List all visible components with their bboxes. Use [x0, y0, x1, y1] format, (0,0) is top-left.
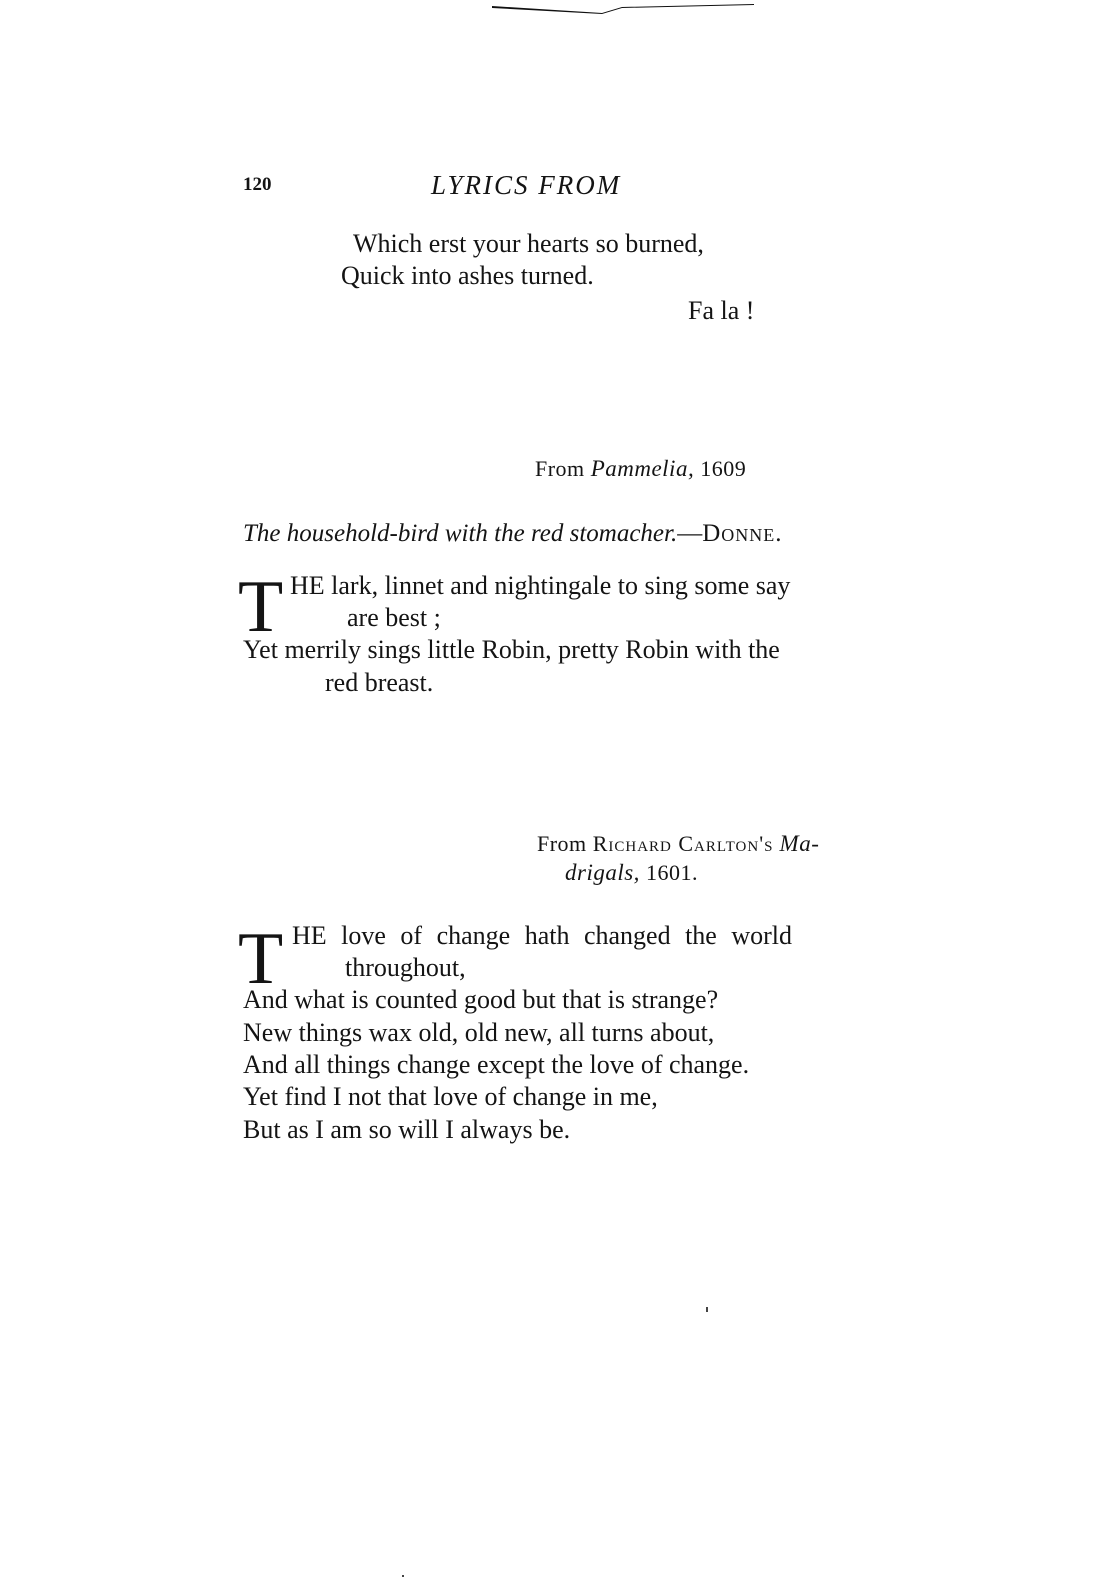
source-year: 1601.	[639, 860, 698, 885]
verse-line: And what is counted good but that is strange?	[243, 985, 719, 1014]
verse-line: red breast.	[325, 668, 434, 697]
verse-line: New things wax old, old new, all turns about,	[243, 1018, 715, 1047]
verse-line: Which erst your hearts so burned,	[353, 229, 704, 258]
scan-speck	[402, 1575, 404, 1577]
source-title-part: Ma-	[779, 831, 820, 856]
source-year: 1609	[694, 456, 747, 481]
epigraph-text: The household-bird with the red stomacher.	[243, 520, 678, 547]
source-prefix: From	[537, 831, 593, 856]
source-attribution-continued	[565, 860, 698, 886]
verse-line: But as I am so will I always be.	[243, 1115, 571, 1144]
page-number: 120	[243, 174, 272, 195]
verse-line: And all things change except the love of change.	[243, 1050, 750, 1079]
epigraph	[243, 520, 783, 548]
verse-line: HE love of change hath changed the world	[292, 921, 793, 950]
scan-edge-mark	[492, 0, 754, 14]
epigraph-dash: —	[677, 520, 703, 547]
verse-line: are best ;	[347, 603, 441, 632]
drop-cap: T	[238, 566, 284, 648]
source-prefix: From	[535, 456, 591, 481]
verse-line: Quick into ashes turned.	[341, 261, 594, 290]
source-author: Richard Carlton's	[592, 831, 774, 856]
source-attribution	[535, 456, 746, 482]
scan-speck	[706, 1307, 708, 1312]
source-title-part: drigals,	[565, 860, 640, 885]
source-title: Pammelia,	[590, 456, 695, 481]
verse-line: Yet merrily sings little Robin, pretty Robin with the	[243, 635, 780, 664]
drop-cap: T	[238, 918, 284, 1000]
source-attribution	[537, 831, 819, 857]
verse-line: Yet find I not that love of change in me,	[243, 1082, 658, 1111]
running-head: LYRICS FROM	[431, 170, 622, 200]
refrain: Fa la !	[688, 296, 755, 325]
verse-line: HE lark, linnet and nightingale to sing some say	[290, 571, 791, 600]
epigraph-author: Donne.	[702, 520, 783, 547]
verse-line: throughout,	[345, 953, 466, 982]
